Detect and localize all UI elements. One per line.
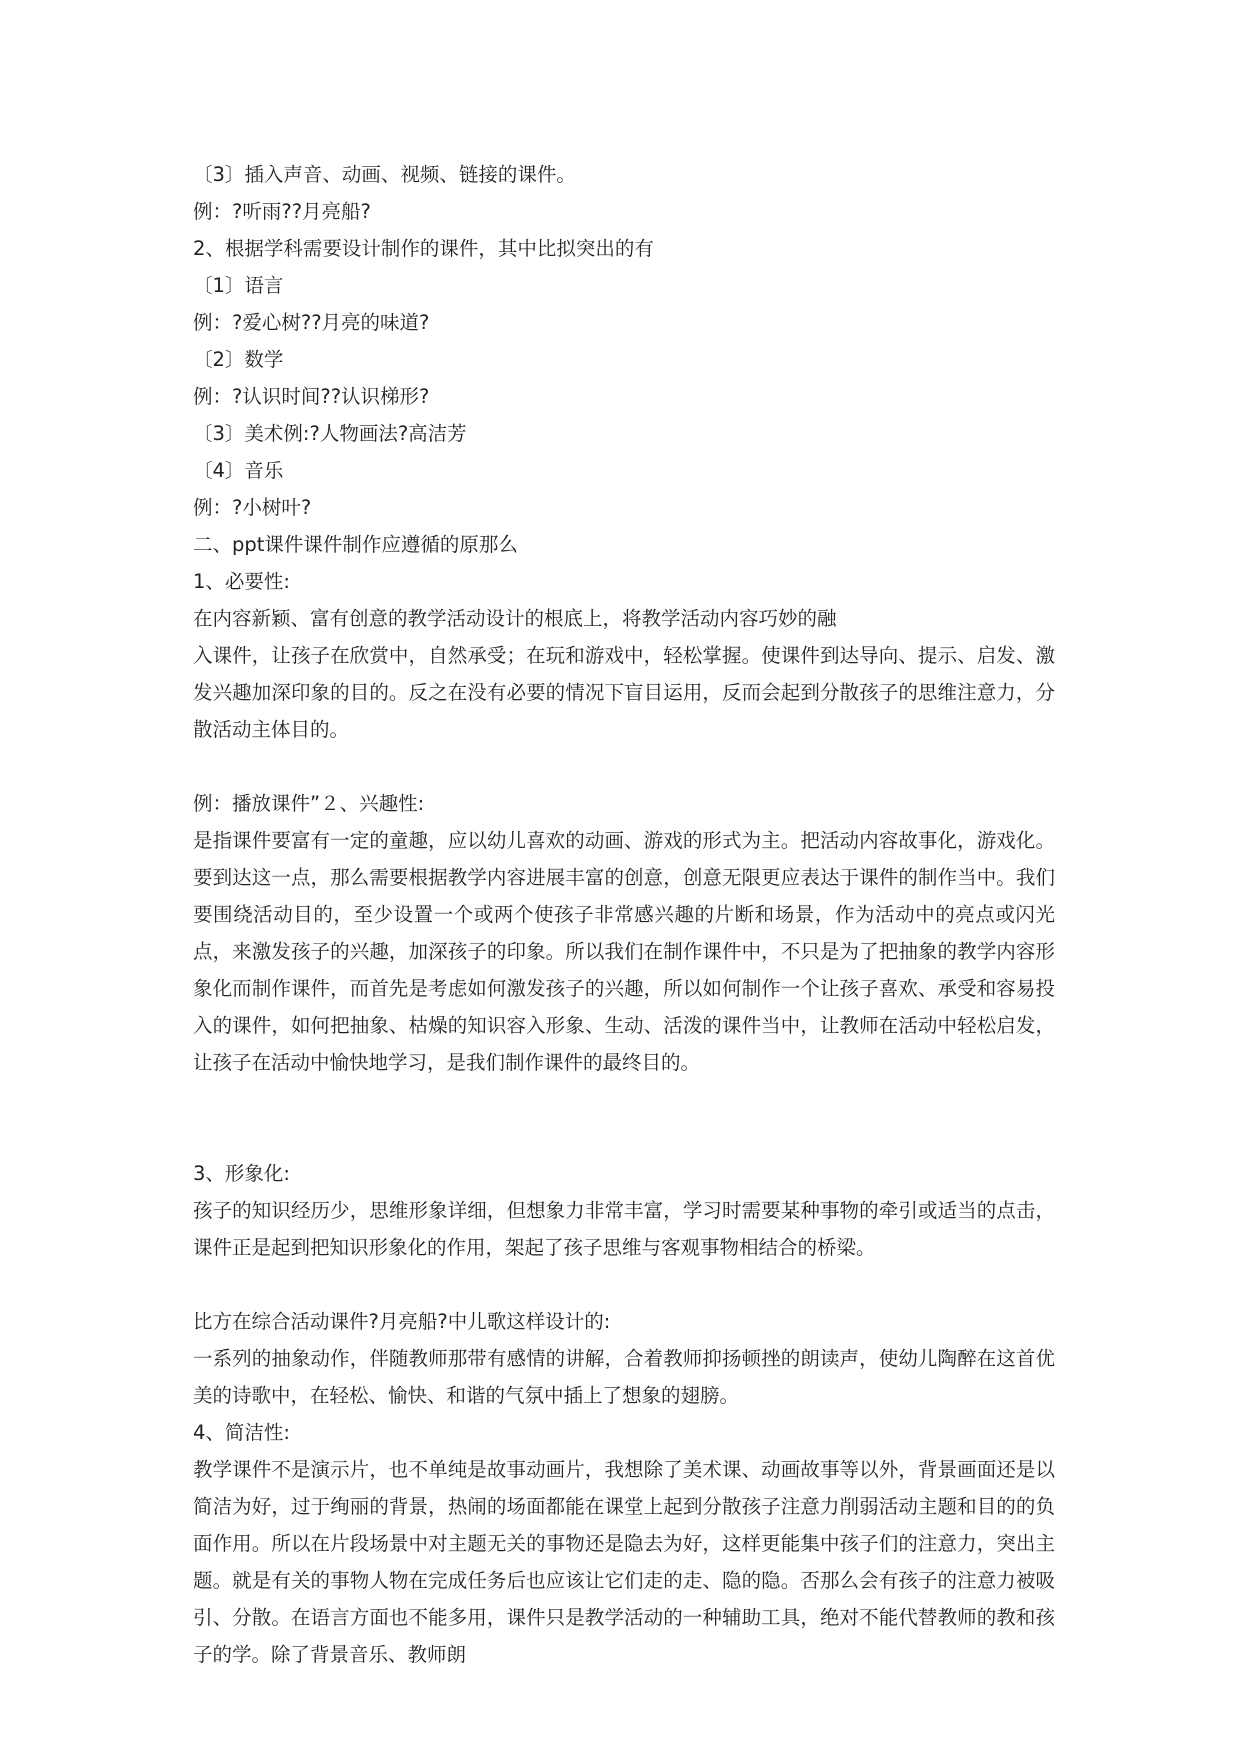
paragraph-interest: 是指课件要富有一定的童趣，应以幼儿喜欢的动画、游戏的形式为主。把活动内容故事化，游戏化。要到达这一点，那么需要根据教学内容进展丰富的创意，创意无限更应表达于课件的制作当中。我们要围绕活动目的，至少设置一个或两个使孩子非常感兴趣的片断和场景，作为活动中的亮点或闪光点，来激发孩子的兴趣，加深孩子的印象。所以我们在制作课件中，不只是为了把抽象的教学内容形象化而制作课件，而首先是考虑如何激发孩子的兴趣，所以如何制作一个让孩子喜欢、承受和容易投入的课件，如何把抽象、枯燥的知识容入形象、生动、活泼的课件当中，让教师在活动中轻松启发，让孩子在活动中愉快地学习，是我们制作课件的最终目的。	[193, 829, 1055, 1074]
text-line: 〔4〕音乐	[193, 459, 284, 482]
text-line: 〔1〕语言	[193, 274, 284, 297]
text-line: 〔2〕数学	[193, 348, 284, 371]
paragraph-simplicity: 教学课件不是演示片，也不单纯是故事动画片，我想除了美术课、动画故事等以外，背景画面还是以简洁为好，过于绚丽的背景，热闹的场面都能在课堂上起到分散孩子注意力削弱活动主题和目的的负面作用。所以在片段场景中对主题无关的事物还是隐去为好，这样更能集中孩子们的注意力，突出主题。就是有关的事物人物在完成任务后也应该让它们走的走、隐的隐。否那么会有孩子的注意力被吸引、分散。在语言方面也不能多用，课件只是教学活动的一种辅助工具，绝对不能代替教师的教和孩子的学。除了背景音乐、教师朗	[193, 1458, 1055, 1666]
text-line: 例：?听雨??月亮船?	[193, 200, 371, 223]
text-line: 例：?爱心树??月亮的味道?	[193, 311, 430, 334]
section-heading: 3、形象化:	[193, 1162, 290, 1185]
text-line: 比方在综合活动课件?月亮船?中儿歌这样设计的:	[193, 1310, 611, 1333]
section-heading: 1、必要性:	[193, 570, 290, 593]
chapter-heading: 二、ppt课件课件制作应遵循的原那么	[193, 533, 518, 556]
section-heading: 2、根据学科需要设计制作的课件，其中比拟突出的有	[193, 237, 654, 260]
text-line: 在内容新颖、富有创意的教学活动设计的根底上，将教学活动内容巧妙的融	[193, 607, 837, 630]
section-heading: 4、简洁性:	[193, 1421, 290, 1444]
document-body	[193, 156, 1055, 1710]
text-line: 例：?认识时间??认识梯形?	[193, 385, 430, 408]
text-line: 〔3〕插入声音、动画、视频、链接的课件。	[193, 163, 576, 186]
text-line: 例：播放课件”２、兴趣性:	[193, 792, 425, 815]
text-line: 〔3〕美术例:?人物画法?高洁芳	[193, 422, 467, 445]
paragraph-necessity: 入课件，让孩子在欣赏中，自然承受；在玩和游戏中，轻松掌握。使课件到达导向、提示、启发、激发兴趣加深印象的目的。反之在没有必要的情况下盲目运用，反而会起到分散孩子的思维注意力，分散活动主体目的。	[193, 644, 1055, 741]
text-line: 例：?小树叶?	[193, 496, 312, 519]
paragraph-imagery: 孩子的知识经历少，思维形象详细，但想象力非常丰富，学习时需要某种事物的牵引或适当的点击，课件正是起到把知识形象化的作用，架起了孩子思维与客观事物相结合的桥梁。	[193, 1199, 1055, 1259]
paragraph-boat: 一系列的抽象动作，伴随教师那带有感情的讲解，合着教师抑扬顿挫的朗读声，使幼儿陶醉在这首优美的诗歌中，在轻松、愉快、和谐的气氛中插上了想象的翅膀。	[193, 1347, 1055, 1407]
